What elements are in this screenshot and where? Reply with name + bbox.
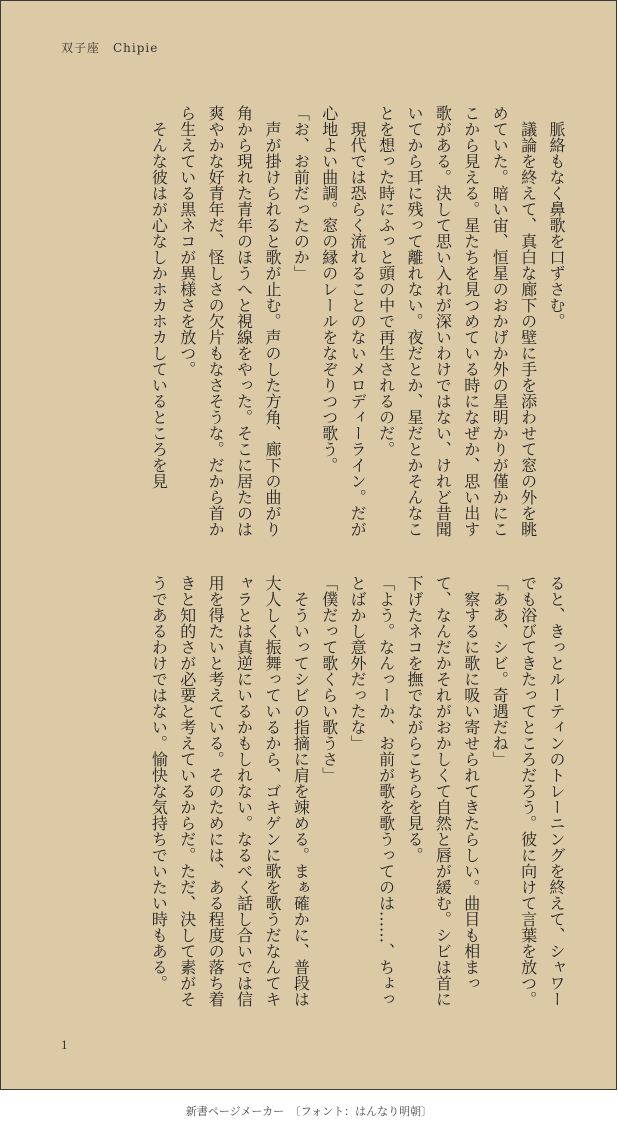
paragraph: 議論を終えて、真白な廊下の壁に手を添わせて窓の外を眺めていた。暗い宙、恒星のおかげか外の星明かりが僅かにここから見える。星たちを見つめている時になぜか、思い出す歌がある。決して思い入れが深いわけではない、けれど昔聞いてから耳に残って離れない。夜だとか、星だとかそんなことを想った時にふっと頭の中で再生されるのだ。 <box>376 105 538 537</box>
paragraph: ると、きっとルーティンのトレーニングを終えて、シャワーでも浴びてきたってところだろう。彼に向けて言葉を放つ。 <box>518 575 566 1007</box>
paragraph: 察するに歌に吸い寄せられてきたらしい。曲目も相まって、なんだかそれがおかしくて自然と唇が緩む。シビは首に下げたネコを撫でながらこちらを見る。 <box>404 575 481 1007</box>
text-block-bottom <box>58 575 570 1015</box>
paragraph: そんな彼はが心なしかホカホカしているところを見 <box>149 105 169 489</box>
dialogue-line: 「よう。なんっーか、お前が歌を歌うってのは……、ちょっとばかし意外だったな」 <box>348 575 396 1007</box>
paragraph: そういってシビの指摘に肩を竦める。まぁ確かに、普段は大人しく振舞っているから、ゴキゲンに歌を歌うだなんてキャラとは真逆にいるかもしれない。なるべく話し合いでは信用を得たいと考えている。そのためには、ある程度の落ち着きと知的さが必要と考えているからだ。ただ、決して素がそうであるわけではない。愉快な気持ちでいたい時もある。 <box>149 575 311 1007</box>
dialogue-line: 「ああ、シビ。奇遇だね」 <box>490 575 510 767</box>
generator-credit: 新書ページメーカー 〔フォント：はんなり明朝〕 <box>185 1105 433 1118</box>
page-header: 双子座 Chipie <box>61 41 159 55</box>
dialogue-line: 「僕だって歌くらい歌うさ」 <box>319 575 339 783</box>
dialogue-line: 「お、お前だったのか」 <box>291 105 311 281</box>
text-block-top <box>58 105 570 545</box>
paragraph: 脈絡もなく鼻歌を口ずさむ。 <box>547 105 566 329</box>
paragraph: 現代では恐らく流れることのないメロディーライン。だが心地よい曲調。窓の縁のレールをなぞりつつ歌う。 <box>319 105 368 537</box>
page-number: 1 <box>61 1037 68 1052</box>
paragraph: 声が掛けられると歌が止む。声のした方角、廊下の曲がり角から現れた青年のほうへと視線をやった。そこに居たのは爽やかな好青年だ、怪しさの欠片もなさそうな。だから首から生えている黒ネコが異様さを放つ。 <box>177 105 282 537</box>
